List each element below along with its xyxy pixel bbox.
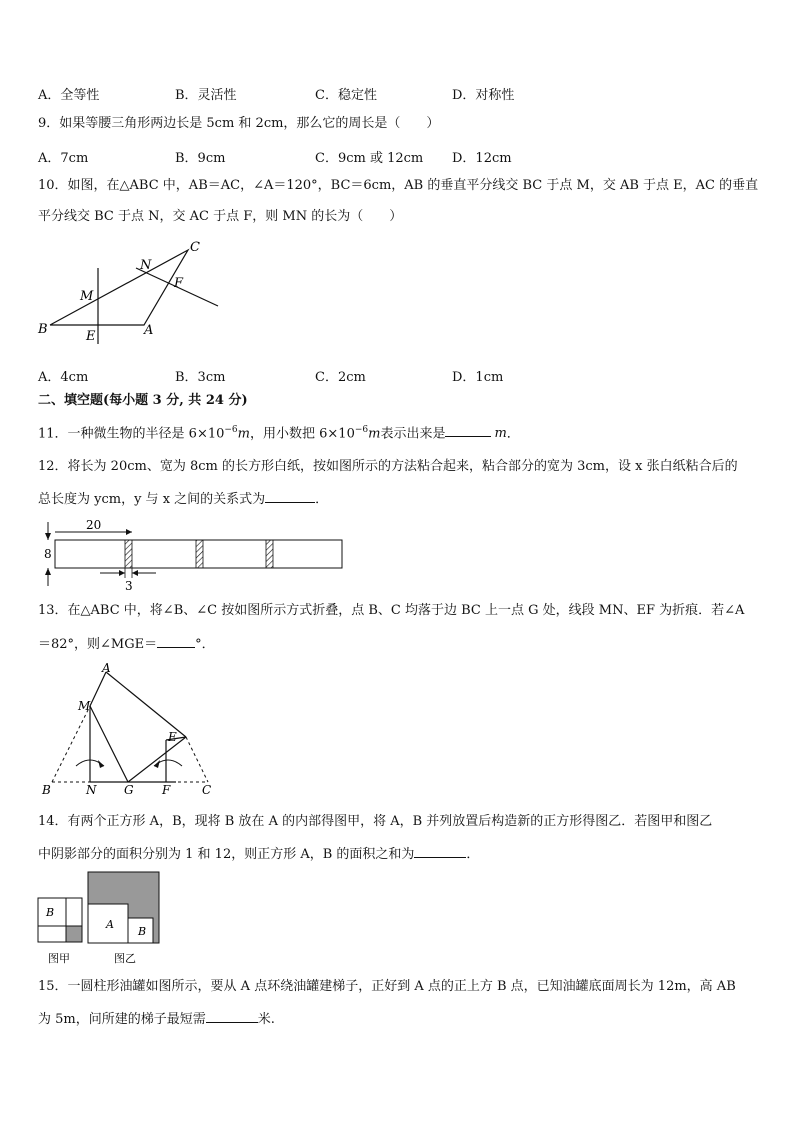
q11-exponent-2: −6	[354, 425, 369, 435]
q8-options	[38, 84, 738, 103]
q14-stem-line2	[38, 845, 479, 863]
label-b: B	[38, 322, 48, 337]
fig-yi-label-b: B	[138, 925, 147, 938]
side-ae	[106, 672, 186, 737]
label-a: A	[102, 662, 111, 675]
q15-end: 米.	[257, 1012, 275, 1027]
q10-triangle-figure	[30, 238, 230, 348]
overlap-label: 3	[125, 579, 133, 593]
q9-stem: 9．如果等腰三角形两边长是 5cm 和 2cm，那么它的周长是（ ）	[38, 116, 440, 131]
folded-side-c	[186, 737, 208, 782]
q12-stem-line1: 12．将长为 20cm、宽为 8cm 的长方形白纸，按如图所示的方法粘合起来，粘合部分的宽为 3cm，设 x 张白纸粘合后的	[38, 459, 738, 474]
q12-stem-line2	[38, 490, 328, 508]
label-m: M	[80, 289, 94, 304]
q11-unit: m	[237, 426, 250, 442]
q14-text: 中阴影部分的面积分别为 1 和 12，则正方形 A，B 的面积之和为	[38, 847, 415, 862]
q10-options	[38, 366, 738, 385]
q12-paper-strip-figure	[34, 516, 354, 594]
q9-options	[38, 147, 738, 166]
caption-jia: 图甲	[48, 952, 70, 965]
label-n: N	[140, 258, 152, 273]
triangle-abc	[50, 250, 188, 325]
q15-answer-blank[interactable]	[206, 1010, 258, 1023]
fig-jia-shaded	[66, 926, 82, 942]
q14-end: ．	[466, 847, 480, 862]
q8-option-d: D．对称性	[452, 88, 515, 103]
q11-text-middle: ，用小数把 6×10	[250, 426, 355, 442]
label-f: F	[174, 276, 184, 291]
section-heading-fill-in: 二、填空题(每小题 3 分, 共 24 分)	[38, 393, 248, 408]
q12-end: ．	[315, 492, 329, 507]
segment-mg	[90, 706, 128, 782]
q10-stem-line2: 平分线交 BC 于点 N，交 AC 于点 F，则 MN 的长为（ ）	[38, 209, 403, 224]
q8-option-c: C．稳定性	[315, 88, 377, 103]
q12-answer-blank[interactable]	[265, 490, 315, 503]
label-b: B	[42, 783, 51, 797]
q11-unit-2: m	[368, 426, 381, 442]
width-arrowhead-top	[45, 533, 51, 540]
label-e: E	[168, 730, 177, 744]
q13-text: ＝82°，则∠MGE＝	[38, 637, 158, 652]
q10-option-c: C．2cm	[315, 370, 366, 385]
overlap-arrowhead-left	[119, 570, 125, 576]
overlap-arrowhead-right	[132, 570, 138, 576]
q15-text: 为 5m，问所建的梯子最短需	[38, 1012, 206, 1027]
q13-stem-line1: 13．在△ABC 中，将∠B、∠C 按如图所示方式折叠，点 B、C 均落于边 BC 上一点 G 处，线段 MN、EF 为折痕．若∠A	[38, 603, 745, 618]
label-e: E	[86, 329, 96, 344]
q10-option-b: B．3cm	[175, 370, 226, 385]
fig-jia-label-b: B	[46, 906, 55, 919]
q10-stem-line1: 10．如图，在△ABC 中，AB＝AC，∠A＝120°，BC＝6cm，AB 的垂直平分线交 BC 于点 M，交 AB 于点 E，AC 的垂直	[38, 178, 759, 193]
q11-exponent: −6	[224, 425, 238, 435]
q11-text-after: 表示出来是	[380, 426, 446, 442]
side-am	[90, 672, 106, 706]
q9-option-b: B．9cm	[175, 151, 226, 166]
q15-stem-line2	[38, 1010, 275, 1028]
q10-option-a: A．4cm	[38, 370, 89, 385]
q11-tail-unit: m	[494, 426, 507, 442]
q14-answer-blank[interactable]	[414, 845, 466, 858]
q13-answer-blank[interactable]	[157, 635, 195, 648]
q12-text: 总长度为 ycm，y 与 x 之间的关系式为	[38, 492, 266, 507]
q11-text-before: 11．一种微生物的半径是 6×10	[38, 426, 225, 442]
q11-stem	[38, 422, 520, 442]
q13-stem-line2	[38, 635, 215, 653]
label-n: N	[86, 783, 97, 797]
q9-option-d: D．12cm	[452, 151, 512, 166]
q11-end: ．	[506, 426, 520, 442]
overlap-2	[196, 540, 203, 568]
q11-answer-blank[interactable]	[445, 424, 491, 437]
q13-fold-figure	[36, 662, 226, 802]
q9-option-c: C．9cm 或 12cm	[315, 151, 424, 166]
q8-option-b: B．灵活性	[175, 88, 237, 103]
caption-yi: 图乙	[114, 952, 136, 965]
length-label: 20	[86, 518, 102, 532]
folded-side-b	[52, 706, 90, 782]
label-c: C	[202, 783, 212, 797]
label-c: C	[190, 240, 200, 255]
segment-eg	[128, 737, 186, 782]
q14-stem-line1: 14．有两个正方形 A，B，现将 B 放在 A 的内部得图甲，将 A，B 并列放置后构造新的正方形得图乙．若图甲和图乙	[38, 814, 713, 829]
q9-option-a: A．7cm	[38, 151, 89, 166]
width-label: 8	[44, 547, 52, 561]
label-a: A	[144, 323, 154, 338]
length-arrowhead	[126, 529, 132, 535]
fold-arrowhead-left-icon	[98, 760, 104, 768]
fig-yi-label-a: A	[106, 918, 114, 931]
q8-option-a: A．全等性	[38, 88, 100, 103]
label-g: G	[124, 783, 134, 797]
width-arrowhead-bottom	[45, 568, 51, 575]
overlap-1	[125, 540, 132, 568]
q14-squares-figure	[36, 870, 166, 970]
overlap-3	[266, 540, 273, 568]
q10-option-d: D．1cm	[452, 370, 504, 385]
q15-stem-line1: 15．一圆柱形油罐如图所示，要从 A 点环绕油罐建梯子，正好到 A 点的正上方 B 点，已知油罐底面周长为 12m，高 AB	[38, 979, 736, 994]
label-f: F	[162, 783, 171, 797]
label-m: M	[78, 699, 91, 713]
q13-end: °．	[195, 637, 215, 652]
